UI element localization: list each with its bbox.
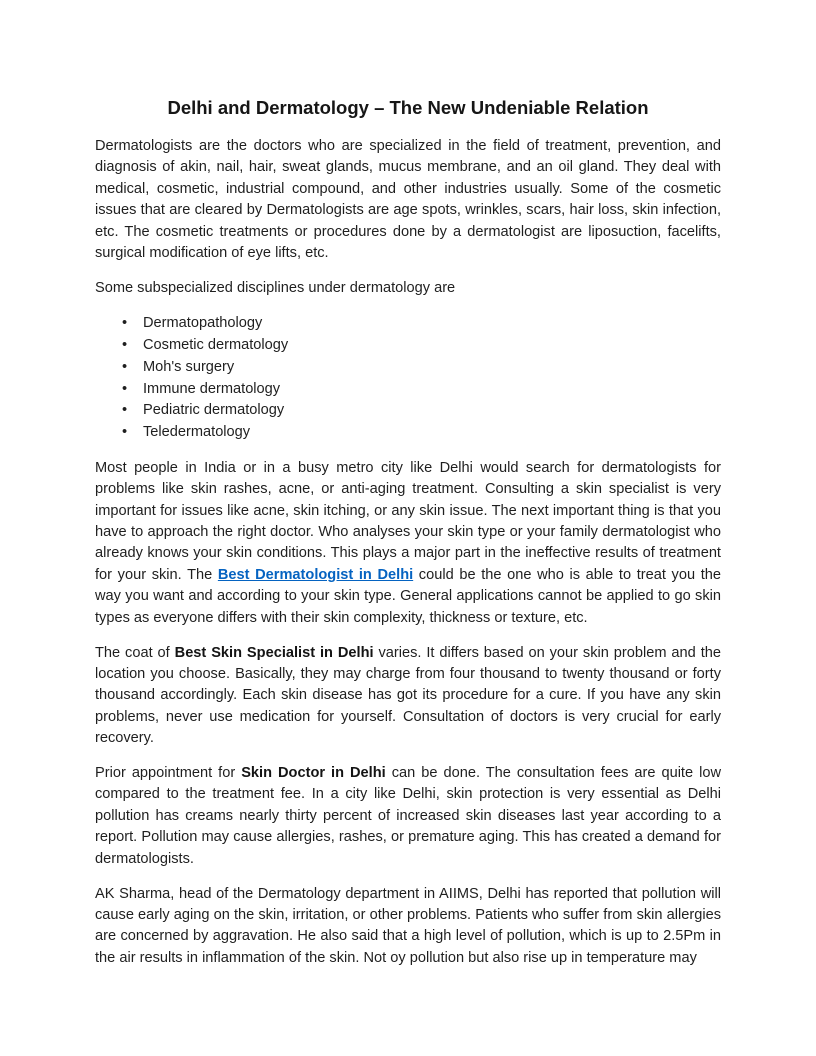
list-item: • Immune dermatology [95, 379, 721, 401]
paragraph [95, 884, 721, 970]
bold-phrase: Best Skin Specialist in Delhi [174, 644, 374, 661]
list-item: • Moh's surgery [95, 357, 721, 379]
text-run: can be done. The consultation fees are quite low compared to the treatment fee. In a city like Delhi, skin protection is very essential as Delhi pollution has creams nearly thirty percent of increased skin diseases last year according to a report. Pollution may cause allergies, rashes, or premature aging. This has created a demand for dermatologists. [95, 765, 722, 867]
paragraph [95, 136, 721, 264]
paragraph [95, 458, 721, 629]
text-run: Dermatologists are the doctors who are specialized in the field of treatment, prevention, and diagnosis of akin, nail, hair, sweat glands, mucus membrane, and an oil gland. They deal with medical, cosmetic, industrial compound, and other industries usually. Some of the cosmetic issues that are cleared by Dermatologists are age spots, wrinkles, scars, hair loss, skin infection, etc. The cosmetic treatments or procedures done by a dermatologist are liposuction, facelifts, surgical modification of eye lifts, etc. [95, 138, 721, 262]
text-run: The coat of [95, 644, 175, 661]
list-item: • Pediatric dermatology [95, 400, 721, 422]
best-dermatologist-link[interactable]: Best Dermatologist in Delhi [217, 566, 414, 583]
text-run: Some subspecialized disciplines under dermatology are [95, 279, 456, 296]
document-body [95, 136, 721, 969]
text-run: AK Sharma, head of the Dermatology department in AIIMS, Delhi has reported that pollution will cause early aging on the skin, irritation, or other problems. Patients who suffer from skin allergies are concerned by aggravation. He also said that a high level of pollution, which is up to 2.5Pm in the air results in inflammation of the skin. Not oy pollution but also rise up in temperature may [95, 885, 721, 966]
bullet-list [95, 313, 721, 444]
document-title: Delhi and Dermatology – The New Undeniable Relation [167, 97, 649, 118]
bold-phrase: Skin Doctor in Delhi [241, 765, 386, 782]
paragraph [95, 763, 721, 870]
list-item: • Cosmetic dermatology [95, 335, 721, 357]
text-run: Prior appointment for [95, 765, 242, 782]
list-item: • Dermatopathology [95, 313, 721, 335]
text-run: varies. It differs based on your skin problem and the location you choose. Basically, they may charge from four thousand to twenty thousand or forty thousand accordingly. Each skin disease has got its procedure for a cure. If you have any skin problems, never use medication for yourself. Consultation of doctors is very crucial for early recovery. [95, 644, 721, 747]
paragraph [95, 643, 721, 750]
paragraph [95, 278, 721, 299]
list-item: • Teledermatology [95, 422, 721, 444]
text-run: Most people in India or in a busy metro city like Delhi would search for dermatologists for problems like skin rashes, acne, or anti-aging treatment. Consulting a skin specialist is very important for issues like acne, skin itching, or any skin issue. The next important thing is that you have to approach the right doctor. Who analyses your skin type or your family dermatologist who already knows your skin conditions. This plays a major part in the ineffective results of treatment for your skin. The [95, 459, 721, 583]
text-run: could be the one who is able to treat you the way you want and according to your skin type. General applications cannot be applied to go skin types as everyone differs with their skin complexity, thickness or texture, etc. [95, 566, 722, 626]
